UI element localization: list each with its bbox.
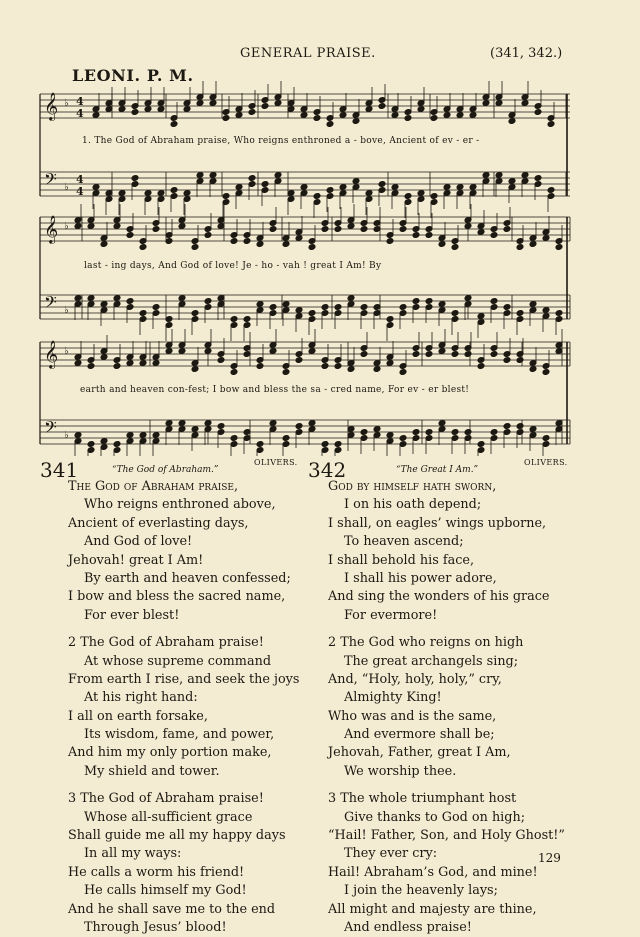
notehead bbox=[92, 112, 100, 119]
bass-clef-icon: 𝄢 bbox=[44, 292, 57, 316]
verse-line: Through Jesus’ blood! bbox=[84, 919, 227, 935]
notehead bbox=[529, 301, 537, 308]
notehead bbox=[178, 348, 186, 355]
notehead bbox=[295, 357, 303, 364]
notehead bbox=[334, 304, 342, 311]
notehead bbox=[508, 118, 516, 125]
notehead bbox=[516, 423, 524, 430]
notehead bbox=[378, 181, 386, 188]
notehead bbox=[534, 109, 542, 116]
notehead bbox=[412, 351, 420, 358]
notehead bbox=[100, 301, 108, 308]
notehead bbox=[152, 226, 160, 233]
notehead bbox=[144, 106, 152, 113]
stanza-gap bbox=[68, 625, 299, 634]
notehead bbox=[204, 298, 212, 305]
notehead bbox=[451, 351, 459, 358]
flat-icon: ♭ bbox=[64, 305, 69, 316]
notehead bbox=[339, 112, 347, 119]
notehead bbox=[118, 106, 126, 113]
notehead bbox=[464, 351, 472, 358]
notehead bbox=[243, 316, 251, 323]
notehead bbox=[352, 118, 360, 125]
notehead bbox=[542, 369, 550, 376]
notehead bbox=[430, 115, 438, 122]
notehead bbox=[113, 295, 121, 302]
notehead bbox=[191, 310, 199, 317]
notehead bbox=[230, 238, 238, 245]
notehead bbox=[282, 241, 290, 248]
notehead bbox=[386, 238, 394, 245]
notehead bbox=[555, 310, 563, 317]
notehead bbox=[404, 115, 412, 122]
notehead bbox=[495, 172, 503, 179]
notehead bbox=[391, 112, 399, 119]
verse-line: And, “Holy, holy, holy,” cry, bbox=[328, 671, 502, 687]
tune-name: LEONI. P. M. bbox=[72, 66, 194, 85]
hymn-341-text bbox=[68, 478, 299, 937]
notehead bbox=[360, 304, 368, 311]
verse-line: From earth I rise, and seek the joys bbox=[68, 671, 300, 687]
verse-line: And he shall save me to the end bbox=[68, 901, 276, 917]
notehead bbox=[183, 106, 191, 113]
notehead bbox=[443, 184, 451, 191]
notehead bbox=[274, 172, 282, 179]
verse-line: The God of Abraham praise, bbox=[68, 479, 239, 494]
notehead bbox=[443, 112, 451, 119]
notehead bbox=[451, 429, 459, 436]
notehead bbox=[152, 304, 160, 311]
verse-line: For evermore! bbox=[344, 607, 438, 623]
notehead bbox=[269, 348, 277, 355]
verse-line: I shall behold his face, bbox=[328, 552, 475, 568]
verse-line: 3 The whole triumphant host bbox=[328, 791, 517, 807]
notehead bbox=[321, 226, 329, 233]
notehead bbox=[425, 351, 433, 358]
notehead bbox=[126, 432, 134, 439]
notehead bbox=[178, 223, 186, 230]
notehead bbox=[365, 190, 373, 197]
notehead bbox=[100, 354, 108, 361]
notehead bbox=[456, 184, 464, 191]
verse-line: To heaven ascend; bbox=[344, 534, 464, 550]
notehead bbox=[269, 420, 277, 427]
notehead bbox=[464, 295, 472, 302]
notehead bbox=[464, 223, 472, 230]
notehead bbox=[308, 420, 316, 427]
verse-line: Give thanks to God on high; bbox=[344, 809, 526, 825]
notehead bbox=[196, 100, 204, 107]
notehead bbox=[404, 193, 412, 200]
notehead bbox=[347, 223, 355, 230]
notehead bbox=[165, 420, 173, 427]
flat-icon: ♭ bbox=[64, 221, 69, 232]
verse-line: And God of love! bbox=[84, 534, 193, 550]
stanza-gap bbox=[328, 625, 565, 634]
notehead bbox=[113, 441, 121, 448]
notehead bbox=[139, 244, 147, 251]
stanza-gap bbox=[328, 781, 565, 790]
hymn-341-title: “The God of Abraham.” bbox=[112, 465, 219, 475]
notehead bbox=[490, 298, 498, 305]
notehead bbox=[300, 184, 308, 191]
page-number: 129 bbox=[538, 851, 561, 865]
notehead bbox=[204, 232, 212, 239]
hymn-341-author: OLIVERS. bbox=[254, 458, 298, 467]
notehead bbox=[209, 100, 217, 107]
notehead bbox=[425, 298, 433, 305]
notehead bbox=[295, 307, 303, 314]
notehead bbox=[87, 363, 95, 370]
notehead bbox=[378, 103, 386, 110]
notehead bbox=[490, 351, 498, 358]
notehead bbox=[204, 420, 212, 427]
verse-line: For ever blest! bbox=[84, 607, 180, 623]
notehead bbox=[456, 112, 464, 119]
notehead bbox=[235, 184, 243, 191]
notehead bbox=[451, 244, 459, 251]
notehead bbox=[100, 438, 108, 445]
treble-clef-icon: 𝄞 bbox=[44, 340, 59, 368]
notehead bbox=[269, 226, 277, 233]
notehead bbox=[308, 348, 316, 355]
notehead bbox=[534, 175, 542, 182]
hymn-range: (341, 342.) bbox=[490, 46, 563, 61]
bass-clef-icon: 𝄢 bbox=[44, 417, 57, 441]
verse-line: Jehovah! great I Am! bbox=[68, 552, 204, 568]
notehead bbox=[261, 181, 269, 188]
notehead bbox=[87, 295, 95, 302]
verse-line: He calls a worm his friend! bbox=[68, 864, 245, 880]
verse-line: And endless praise! bbox=[344, 919, 472, 935]
verse-line: 2 The God of Abraham praise! bbox=[68, 635, 264, 651]
notehead bbox=[477, 441, 485, 448]
notehead bbox=[339, 184, 347, 191]
notehead bbox=[170, 121, 178, 128]
verse-line: 3 The God of Abraham praise! bbox=[68, 791, 264, 807]
notehead bbox=[503, 357, 511, 364]
notehead bbox=[508, 178, 516, 185]
flat-icon: ♭ bbox=[64, 98, 69, 109]
notehead bbox=[131, 109, 139, 116]
verse-line: Who was and is the same, bbox=[328, 708, 497, 724]
notehead bbox=[222, 115, 230, 122]
notehead bbox=[529, 366, 537, 373]
notehead bbox=[438, 348, 446, 355]
notehead bbox=[529, 241, 537, 248]
notehead bbox=[438, 241, 446, 248]
notehead bbox=[248, 109, 256, 116]
verse-line: God by himself hath sworn, bbox=[328, 479, 497, 494]
notehead bbox=[542, 235, 550, 242]
notehead bbox=[365, 106, 373, 113]
notehead bbox=[282, 301, 290, 308]
notehead bbox=[321, 304, 329, 311]
notehead bbox=[516, 357, 524, 364]
notehead bbox=[118, 190, 126, 197]
notehead bbox=[191, 426, 199, 433]
notehead bbox=[555, 244, 563, 251]
music-lyric-line-2: last - ing days, And God of love! Je - ho - vah ! great I Am! By bbox=[84, 261, 382, 271]
time-signature-bottom: 4 bbox=[76, 185, 84, 198]
notehead bbox=[113, 363, 121, 370]
notehead bbox=[521, 100, 529, 107]
notehead bbox=[386, 316, 394, 323]
notehead bbox=[451, 310, 459, 317]
notehead bbox=[217, 423, 225, 430]
notehead bbox=[126, 232, 134, 239]
notehead bbox=[126, 360, 134, 367]
verse-line: By earth and heaven confessed; bbox=[84, 570, 291, 586]
notehead bbox=[248, 175, 256, 182]
notehead bbox=[191, 366, 199, 373]
notehead bbox=[412, 429, 420, 436]
verse-line: The great archangels sing; bbox=[344, 653, 519, 669]
stanza-gap bbox=[68, 781, 299, 790]
notehead bbox=[399, 226, 407, 233]
notehead bbox=[469, 112, 477, 119]
notehead bbox=[391, 184, 399, 191]
notehead bbox=[386, 360, 394, 367]
notehead bbox=[178, 420, 186, 427]
treble-clef-icon: 𝄞 bbox=[44, 215, 59, 243]
verse-line: He calls himself my God! bbox=[84, 883, 247, 899]
notehead bbox=[516, 244, 524, 251]
verse-line: Jehovah, Father, great I Am, bbox=[328, 745, 511, 761]
notehead bbox=[334, 441, 342, 448]
notehead bbox=[417, 106, 425, 113]
verse-line: Its wisdom, fame, and power, bbox=[84, 727, 275, 743]
notehead bbox=[100, 241, 108, 248]
notehead bbox=[282, 435, 290, 442]
verse-line: I join the heavenly lays; bbox=[344, 883, 498, 899]
notehead bbox=[360, 351, 368, 358]
notehead bbox=[74, 295, 82, 302]
verse-line: We worship thee. bbox=[344, 763, 457, 779]
verse-line: I shall, on eagles’ wings upborne, bbox=[328, 515, 547, 531]
notehead bbox=[334, 226, 342, 233]
notehead bbox=[547, 187, 555, 194]
notehead bbox=[495, 100, 503, 107]
verse-line: All might and majesty are thine, bbox=[328, 901, 537, 917]
notehead bbox=[144, 190, 152, 197]
notehead bbox=[516, 310, 524, 317]
verse-line: Shall guide me all my happy days bbox=[68, 828, 286, 844]
notehead bbox=[334, 363, 342, 370]
verse-line: At whose supreme command bbox=[84, 653, 272, 669]
notehead bbox=[399, 369, 407, 376]
notehead bbox=[113, 223, 121, 230]
notehead bbox=[321, 441, 329, 448]
notehead bbox=[308, 244, 316, 251]
notehead bbox=[477, 313, 485, 320]
notehead bbox=[230, 435, 238, 442]
notehead bbox=[313, 115, 321, 122]
flat-icon: ♭ bbox=[64, 430, 69, 441]
notehead bbox=[313, 193, 321, 200]
notehead bbox=[165, 348, 173, 355]
notehead bbox=[170, 187, 178, 194]
section-title: GENERAL PRAISE. bbox=[240, 46, 376, 61]
verse-line: Who reigns enthroned above, bbox=[84, 497, 276, 513]
notehead bbox=[274, 100, 282, 107]
notehead bbox=[399, 435, 407, 442]
bass-clef-icon: 𝄢 bbox=[44, 169, 57, 193]
notehead bbox=[373, 366, 381, 373]
notehead bbox=[204, 348, 212, 355]
notehead bbox=[529, 426, 537, 433]
verse-line: At his right hand: bbox=[84, 690, 198, 706]
verse-line: They ever cry: bbox=[344, 846, 438, 862]
hymn-342-text bbox=[328, 478, 565, 937]
notehead bbox=[152, 360, 160, 367]
notehead bbox=[542, 435, 550, 442]
notehead bbox=[295, 423, 303, 430]
notehead bbox=[243, 238, 251, 245]
notehead bbox=[469, 184, 477, 191]
notehead bbox=[74, 223, 82, 230]
notehead bbox=[235, 112, 243, 119]
verse-line: In all my ways: bbox=[84, 846, 182, 862]
notehead bbox=[464, 429, 472, 436]
notehead bbox=[373, 426, 381, 433]
notehead bbox=[282, 369, 290, 376]
notehead bbox=[399, 304, 407, 311]
notehead bbox=[183, 190, 191, 197]
hymn-number-341: 341 bbox=[40, 458, 79, 482]
notehead bbox=[438, 301, 446, 308]
notehead bbox=[178, 295, 186, 302]
notehead bbox=[503, 304, 511, 311]
verse-line: I bow and bless the sacred name, bbox=[68, 589, 286, 605]
verse-line: And him my only portion make, bbox=[68, 745, 272, 761]
verse-line: I all on earth forsake, bbox=[68, 708, 208, 724]
notehead bbox=[438, 420, 446, 427]
notehead bbox=[360, 429, 368, 436]
notehead bbox=[417, 190, 425, 197]
time-signature-top: 4 bbox=[76, 173, 84, 186]
verse-line: “Hail! Father, Son, and Holy Ghost!” bbox=[328, 828, 565, 844]
notehead bbox=[87, 223, 95, 230]
notehead bbox=[261, 103, 269, 110]
notehead bbox=[503, 226, 511, 233]
notehead bbox=[222, 193, 230, 200]
verse-line: I on his oath depend; bbox=[344, 497, 482, 513]
verse-line: Ancient of everlasting days, bbox=[68, 515, 249, 531]
notehead bbox=[152, 432, 160, 439]
notehead bbox=[131, 175, 139, 182]
flat-icon: ♭ bbox=[64, 346, 69, 357]
time-signature-top: 4 bbox=[76, 95, 84, 108]
notehead bbox=[308, 310, 316, 317]
verse-line: I shall his power adore, bbox=[344, 570, 497, 586]
notehead bbox=[157, 190, 165, 197]
notehead bbox=[386, 432, 394, 439]
notehead bbox=[477, 229, 485, 236]
notehead bbox=[326, 187, 334, 194]
notehead bbox=[230, 369, 238, 376]
notehead bbox=[490, 429, 498, 436]
notehead bbox=[425, 429, 433, 436]
notehead bbox=[482, 100, 490, 107]
notehead bbox=[542, 307, 550, 314]
music-lyric-line-1: 1. The God of Abraham praise, Who reigns enthroned a - bove, Ancient of ev - er - bbox=[82, 136, 480, 146]
hymn-342-author: OLIVERS. bbox=[524, 458, 568, 467]
verse-line: Hail! Abraham’s God, and mine! bbox=[328, 864, 538, 880]
notehead bbox=[412, 232, 420, 239]
notehead bbox=[139, 432, 147, 439]
hymn-number-342: 342 bbox=[308, 458, 347, 482]
verse-line: Whose all-sufficient grace bbox=[84, 809, 253, 825]
notehead bbox=[209, 172, 217, 179]
music-lyric-line-3: earth and heaven con-fest; I bow and bless the sa - cred name, For ev - er blest! bbox=[80, 385, 470, 395]
notehead bbox=[425, 232, 433, 239]
notehead bbox=[430, 193, 438, 200]
hymn-342-title: “The Great I Am.” bbox=[396, 465, 479, 475]
notehead bbox=[482, 172, 490, 179]
time-signature-bottom: 4 bbox=[76, 107, 84, 120]
notehead bbox=[269, 304, 277, 311]
notehead bbox=[157, 106, 165, 113]
notehead bbox=[347, 295, 355, 302]
verse-line: Almighty King! bbox=[344, 690, 442, 706]
notehead bbox=[477, 363, 485, 370]
notehead bbox=[230, 316, 238, 323]
notehead bbox=[256, 441, 264, 448]
notehead bbox=[321, 363, 329, 370]
notehead bbox=[126, 298, 134, 305]
notehead bbox=[256, 363, 264, 370]
notehead bbox=[412, 298, 420, 305]
notehead bbox=[360, 226, 368, 233]
notehead bbox=[87, 441, 95, 448]
notehead bbox=[191, 244, 199, 251]
notehead bbox=[326, 121, 334, 128]
notehead bbox=[92, 184, 100, 191]
notehead bbox=[300, 112, 308, 119]
notehead bbox=[196, 172, 204, 179]
running-header bbox=[0, 46, 640, 64]
verse-line: My shield and tower. bbox=[84, 763, 220, 779]
verse-line: And evermore shall be; bbox=[344, 727, 495, 743]
verse-line: 2 The God who reigns on high bbox=[328, 635, 524, 651]
flat-icon: ♭ bbox=[64, 182, 69, 193]
notehead bbox=[352, 178, 360, 185]
notehead bbox=[347, 366, 355, 373]
notehead bbox=[74, 432, 82, 439]
notehead bbox=[503, 423, 511, 430]
notehead bbox=[490, 232, 498, 239]
notehead bbox=[295, 235, 303, 242]
notehead bbox=[139, 360, 147, 367]
notehead bbox=[217, 357, 225, 364]
notehead bbox=[256, 241, 264, 248]
notehead bbox=[547, 121, 555, 128]
notehead bbox=[74, 360, 82, 367]
notehead bbox=[521, 172, 529, 179]
treble-clef-icon: 𝄞 bbox=[44, 92, 59, 120]
notehead bbox=[139, 310, 147, 317]
notehead bbox=[256, 301, 264, 308]
verse-line: And sing the wonders of his grace bbox=[328, 589, 550, 605]
